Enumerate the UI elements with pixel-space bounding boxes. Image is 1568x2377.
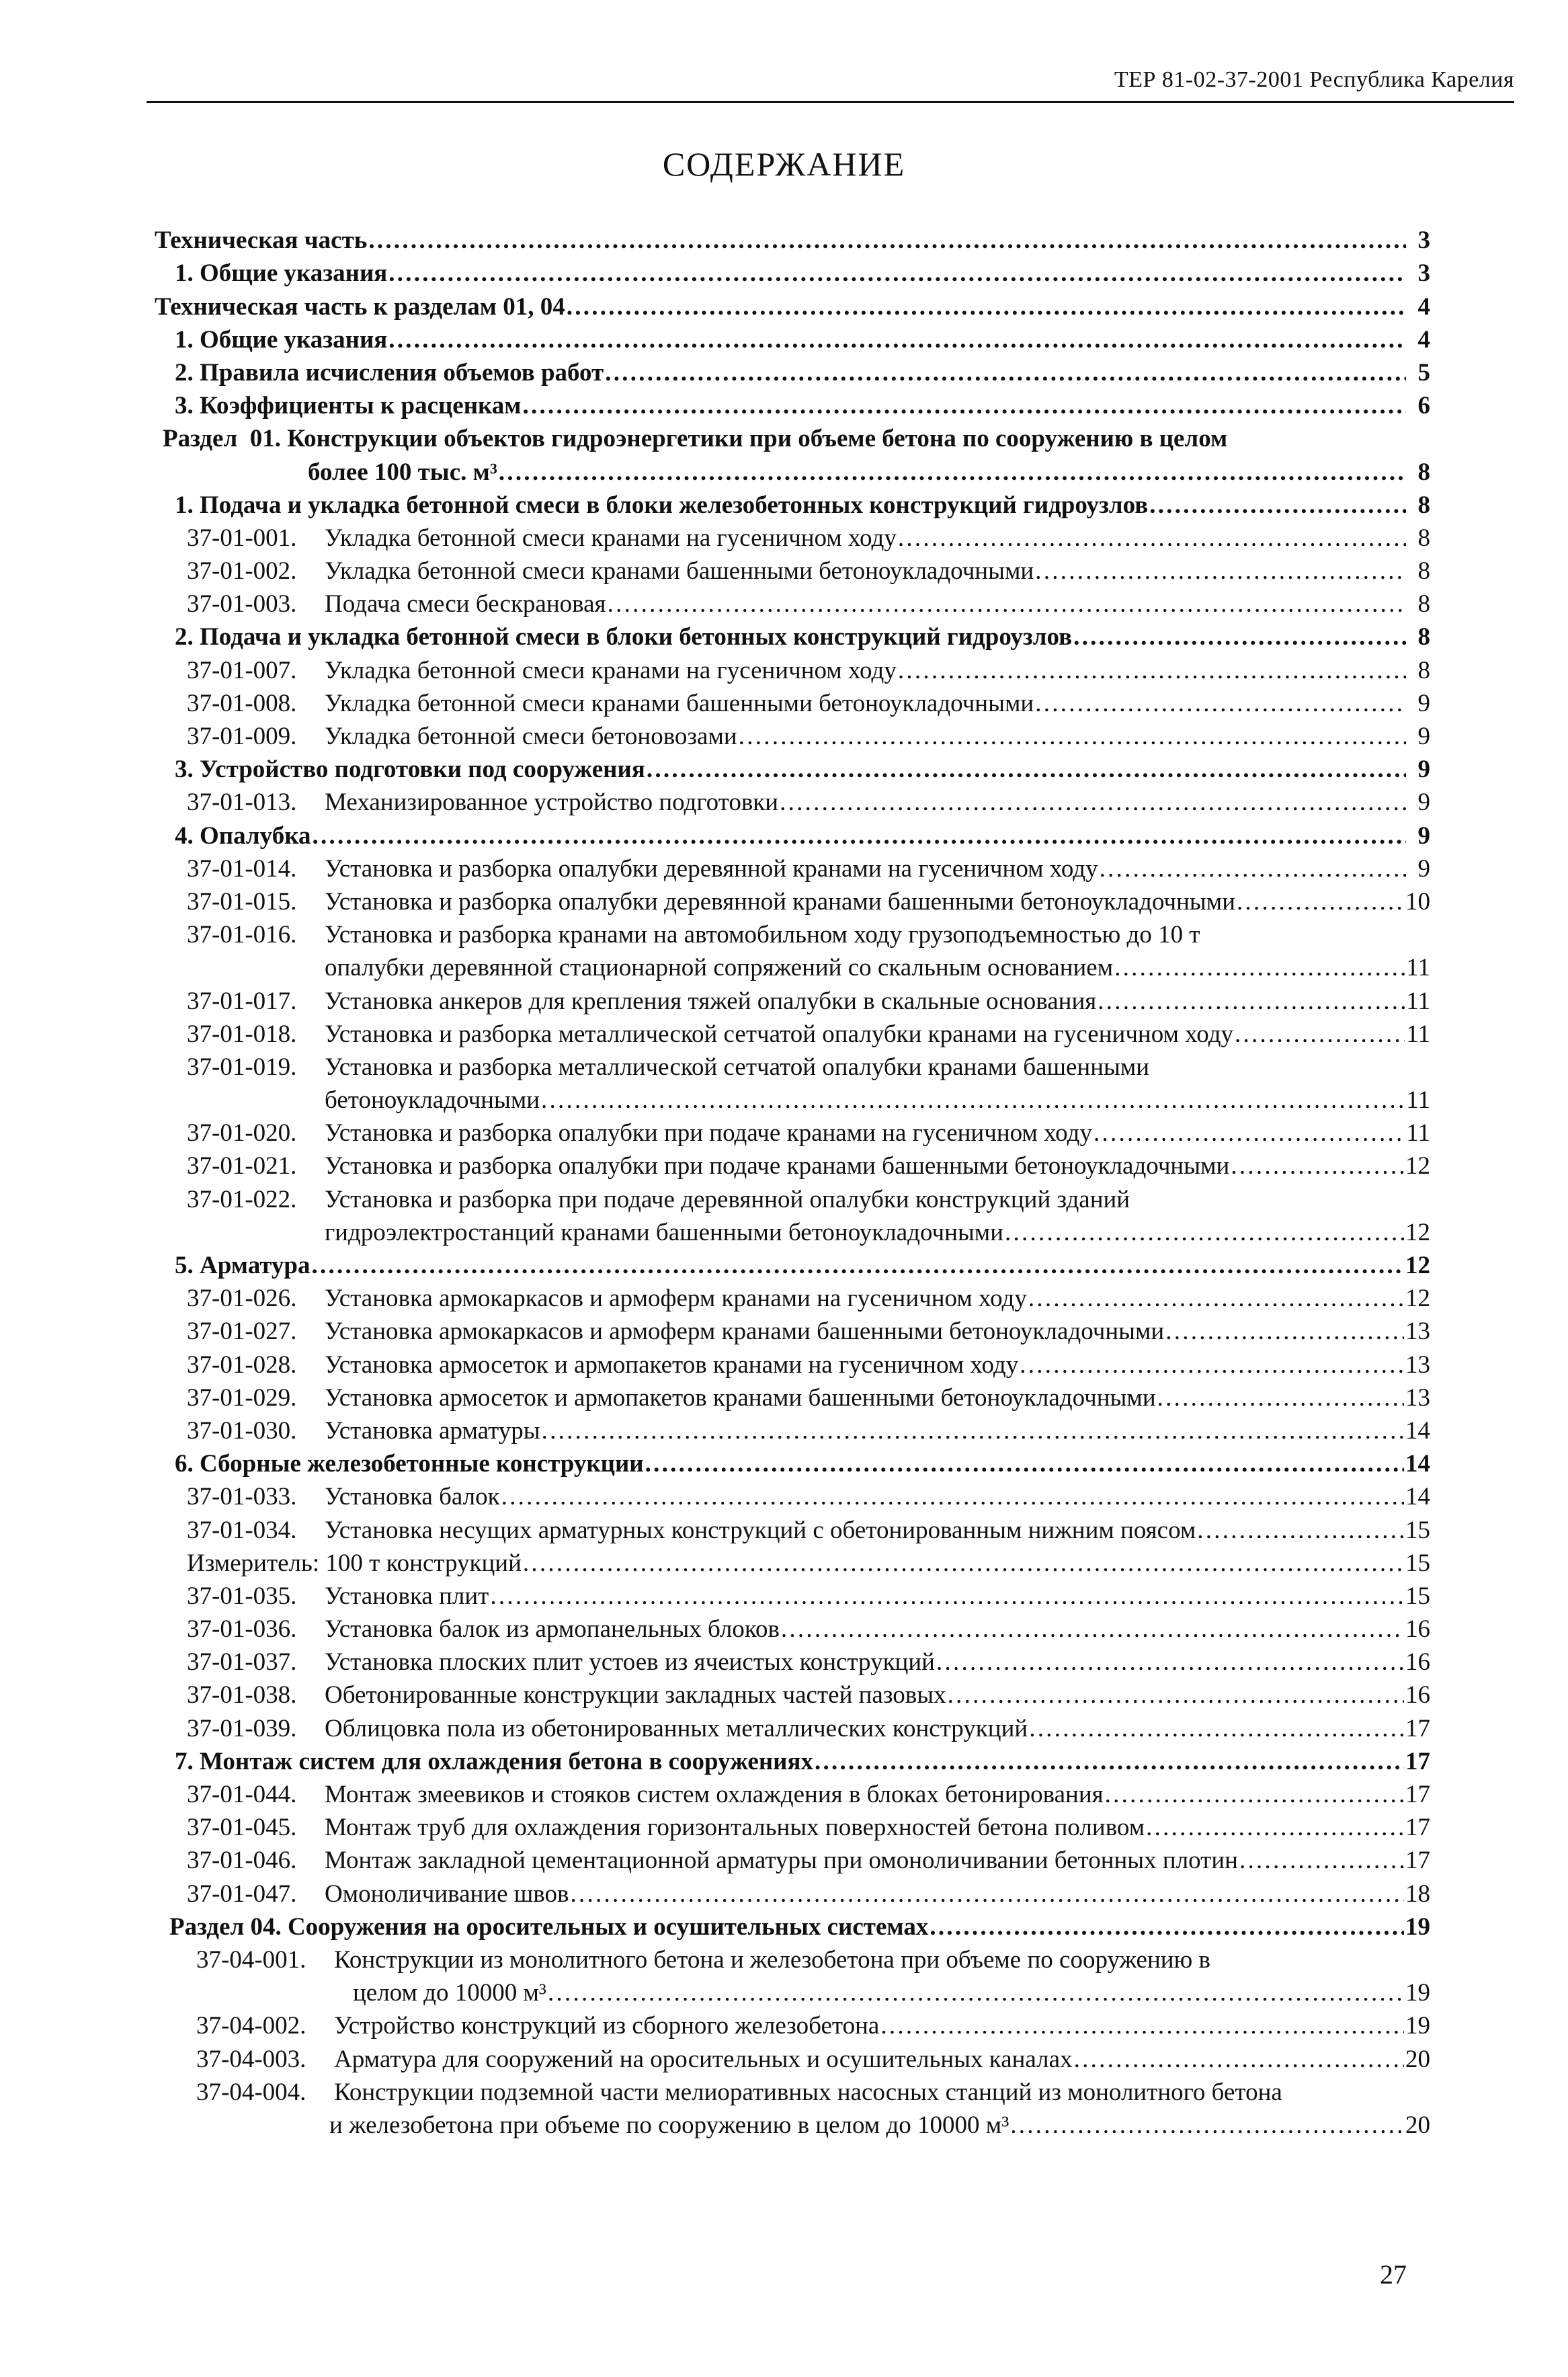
toc-entry[interactable]: 37-01-046. Монтаж закладной цементационной арматуры при омоноличивании бетонных плотин . . . 17 <box>155 1842 1430 1875</box>
toc-entry[interactable]: Техническая часть к разделам 01, 04 . . . 4 <box>155 288 1430 321</box>
toc-entry[interactable]: 1. Общие указания . . . 4 <box>155 321 1430 354</box>
toc-entry-line: бетоноукладочными . . . 11 <box>155 1082 1430 1115</box>
toc-entry-line: целом до 10000 м³ . . . 19 <box>155 1974 1430 2007</box>
toc-entry[interactable]: Техническая часть . . . 3 <box>155 222 1430 255</box>
toc-entry[interactable]: 37-01-033. Установка балок . . . 14 <box>155 1478 1430 1511</box>
toc-entry[interactable]: 4. Опалубка . . . 9 <box>155 817 1430 850</box>
toc-entry-line: и железобетона при объеме по сооружению в целом до 10000 м³ . . . 20 <box>155 2107 1430 2140</box>
toc-entry[interactable]: Измеритель: 100 т конструкций . . . 15 <box>155 1545 1430 1578</box>
toc-entry[interactable]: 37-01-035. Установка плит . . . 15 <box>155 1578 1430 1611</box>
toc-entry-line: 37-04-004. Конструкции подземной части мелиоративных насосных станций из монолитного бетона <box>196 2078 1282 2106</box>
toc-entry-line: 37-04-001. Конструкции из монолитного бетона и железобетона при объеме по сооружению в <box>196 1945 1210 1974</box>
page-title: СОДЕРЖАНИЕ <box>662 145 906 183</box>
toc-entry-line: гидроэлектростанций кранами башенными бетоноукладочными . . . 12 <box>155 1214 1430 1247</box>
toc-entry[interactable]: 37-01-002. Укладка бетонной смеси кранами башенными бетоноукладочными . . . 8 <box>155 553 1430 586</box>
table-of-contents <box>155 222 1430 2140</box>
toc-entry[interactable]: 37-01-026. Установка армокаркасов и армоферм кранами на гусеничном ходу . . . 12 <box>155 1280 1430 1313</box>
toc-entry[interactable]: 37-01-020. Установка и разборка опалубки при подаче кранами на гусеничном ходу . . . 11 <box>155 1115 1430 1147</box>
toc-entry[interactable] <box>155 1049 1430 1115</box>
toc-entry[interactable]: 37-01-014. Установка и разборка опалубки деревянной кранами на гусеничном ходу . . . 9 <box>155 850 1430 883</box>
toc-entry-line: более 100 тыс. м³ . . . 8 <box>155 453 1430 486</box>
toc-entry[interactable] <box>155 1941 1430 2007</box>
toc-entry[interactable]: 37-01-034. Установка несущих арматурных конструкций с обетонированным нижним поясом . . . 15 <box>155 1511 1430 1544</box>
page-number: 27 <box>1380 2259 1407 2290</box>
toc-entry[interactable] <box>155 916 1430 982</box>
toc-entry[interactable]: 37-01-007. Укладка бетонной смеси кранами на гусеничном ходу . . . 8 <box>155 651 1430 684</box>
toc-entry[interactable]: 37-01-037. Установка плоских плит устоев из ячеистых конструкций . . . 16 <box>155 1644 1430 1677</box>
toc-entry[interactable]: 5. Арматура . . . 12 <box>155 1247 1430 1280</box>
toc-entry[interactable]: 3. Устройство подготовки под сооружения . . . 9 <box>155 751 1430 784</box>
toc-entry[interactable]: 37-01-036. Установка балок из армопанельных блоков . . . 16 <box>155 1611 1430 1644</box>
toc-entry[interactable]: 37-01-013. Механизированное устройство подготовки . . . 9 <box>155 784 1430 817</box>
toc-entry[interactable]: 1. Подача и укладка бетонной смеси в блоки железобетонных конструкций гидроузлов . . . 8 <box>155 487 1430 520</box>
toc-entry[interactable]: 6. Сборные железобетонные конструкции . . . 14 <box>155 1445 1430 1478</box>
toc-entry[interactable]: 37-01-028. Установка армосеток и армопакетов кранами на гусеничном ходу . . . 13 <box>155 1346 1430 1379</box>
toc-entry-section-01[interactable] <box>155 420 1430 486</box>
toc-entry-line: Раздел 01. Конструкции объектов гидроэнергетики при объеме бетона по сооружению в целом <box>163 425 1228 453</box>
toc-entry-section-04[interactable]: Раздел 04. Сооружения на оросительных и осушительных системах . . . 19 <box>155 1908 1430 1941</box>
toc-entry[interactable]: 2. Подача и укладка бетонной смеси в блоки бетонных конструкций гидроузлов . . . 8 <box>155 618 1430 651</box>
toc-entry[interactable] <box>155 2074 1430 2140</box>
document-code: ТЕР 81-02-37-2001 Республика Карелия <box>1114 67 1514 92</box>
toc-entry[interactable]: 3. Коэффициенты к расценкам . . . 6 <box>155 387 1430 420</box>
toc-entry[interactable]: 2. Правила исчисления объемов работ . . . 5 <box>155 354 1430 387</box>
toc-entry[interactable]: 37-04-002. Устройство конструкций из сборного железобетона . . . 19 <box>155 2007 1430 2040</box>
toc-entry[interactable]: 37-01-047. Омоноличивание швов . . . 18 <box>155 1875 1430 1908</box>
toc-entry-line: 37-01-019. Установка и разборка металлической сетчатой опалубки кранами башенными <box>187 1053 1150 1081</box>
toc-entry[interactable]: 7. Монтаж систем для охлаждения бетона в сооружениях . . . 17 <box>155 1743 1430 1776</box>
toc-entry[interactable]: 37-01-018. Установка и разборка металлической сетчатой опалубки кранами на гусеничном ходу . . . 11 <box>155 1016 1430 1049</box>
toc-entry[interactable]: 37-01-003. Подача смеси бескрановая . . . 8 <box>155 586 1430 618</box>
toc-entry[interactable]: 37-01-029. Установка армосеток и армопакетов кранами башенными бетоноукладочными . . . 13 <box>155 1379 1430 1412</box>
toc-entry[interactable]: 37-01-030. Установка арматуры . . . 14 <box>155 1412 1430 1445</box>
toc-entry[interactable]: 37-04-003. Арматура для сооружений на оросительных и осушительных каналах . . . 20 <box>155 2040 1430 2073</box>
toc-entry-line: 37-01-016. Установка и разборка кранами на автомобильном ходу грузоподъемностью до 10 т <box>187 921 1200 949</box>
toc-entry[interactable]: 37-01-038. Обетонированные конструкции закладных частей пазовых . . . 16 <box>155 1677 1430 1709</box>
toc-entry-line: опалубки деревянной стационарной сопряжений со скальным основанием . . . 11 <box>155 949 1430 982</box>
toc-entry[interactable]: 1. Общие указания . . . 3 <box>155 255 1430 288</box>
toc-entry[interactable]: 37-01-008. Укладка бетонной смеси кранами башенными бетоноукладочными . . . 9 <box>155 685 1430 718</box>
toc-entry[interactable] <box>155 1180 1430 1246</box>
toc-entry[interactable]: 37-01-015. Установка и разборка опалубки деревянной кранами башенными бетоноукладочными . . . 10 <box>155 883 1430 916</box>
toc-entry[interactable]: 37-01-009. Укладка бетонной смеси бетоновозами . . . 9 <box>155 718 1430 751</box>
toc-entry-line: 37-01-022. Установка и разборка при подаче деревянной опалубки конструкций зданий <box>187 1185 1130 1213</box>
toc-entry[interactable]: 37-01-017. Установка анкеров для крепления тяжей опалубки в скальные основания . . . 11 <box>155 982 1430 1015</box>
toc-entry[interactable]: 37-01-039. Облицовка пола из обетонированных металлических конструкций . . . 17 <box>155 1709 1430 1742</box>
toc-entry[interactable]: 37-01-027. Установка армокаркасов и армоферм кранами башенными бетоноукладочными . . . 13 <box>155 1313 1430 1346</box>
toc-entry[interactable]: 37-01-021. Установка и разборка опалубки при подаче кранами башенными бетоноукладочными . . . 12 <box>155 1147 1430 1180</box>
toc-entry[interactable]: 37-01-045. Монтаж труб для охлаждения горизонтальных поверхностей бетона поливом . . . 17 <box>155 1809 1430 1842</box>
toc-entry[interactable]: 37-01-044. Монтаж змеевиков и стояков систем охлаждения в блоках бетонирования . . . 17 <box>155 1776 1430 1809</box>
header-rule <box>147 101 1514 103</box>
toc-entry[interactable]: 37-01-001. Укладка бетонной смеси кранами на гусеничном ходу . . . 8 <box>155 520 1430 553</box>
